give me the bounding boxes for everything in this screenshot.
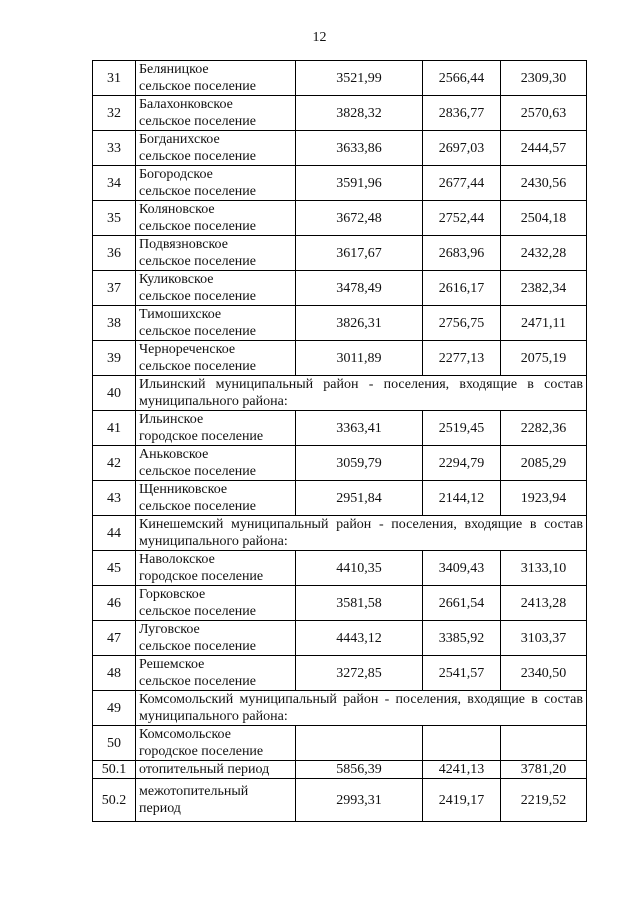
settlement-name-line1: Ильинское	[139, 412, 204, 427]
settlement-name-line1: Куликовское	[139, 272, 214, 287]
settlement-name-line1: Решемское	[139, 657, 205, 672]
settlement-name	[136, 621, 296, 656]
value-col3: 1923,94	[501, 481, 587, 516]
value-col3: 2430,56	[501, 166, 587, 201]
value-col3: 2570,63	[501, 96, 587, 131]
value-col3: 2471,11	[501, 306, 587, 341]
value-col2: 2836,77	[423, 96, 501, 131]
settlement-name-line2: сельское поселение	[139, 289, 256, 304]
table-row	[93, 306, 587, 341]
value-col3	[501, 726, 587, 761]
value-col3: 3103,37	[501, 621, 587, 656]
settlement-name-line2: сельское поселение	[139, 219, 256, 234]
settlement-name	[136, 586, 296, 621]
value-col1: 5856,39	[296, 761, 423, 779]
settlement-name-line1: Богданихское	[139, 132, 220, 147]
settlement-name-line1: Аньковское	[139, 447, 209, 462]
value-col1: 2951,84	[296, 481, 423, 516]
value-col1: 3059,79	[296, 446, 423, 481]
tariff-table	[92, 60, 587, 822]
value-col3: 2382,34	[501, 271, 587, 306]
row-number: 47	[93, 621, 136, 656]
row-number: 37	[93, 271, 136, 306]
value-col1: 3826,31	[296, 306, 423, 341]
settlement-name	[136, 306, 296, 341]
row-number: 40	[93, 376, 136, 411]
table-row-district	[93, 376, 587, 411]
value-col2: 4241,13	[423, 761, 501, 779]
table-row	[93, 201, 587, 236]
settlement-name	[136, 166, 296, 201]
period-name-line1: отопительный период	[139, 762, 270, 777]
table-row	[93, 96, 587, 131]
value-col2: 3385,92	[423, 621, 501, 656]
value-col2: 2752,44	[423, 201, 501, 236]
table-row	[93, 271, 587, 306]
table-row	[93, 586, 587, 621]
value-col3: 2504,18	[501, 201, 587, 236]
value-col1: 2993,31	[296, 779, 423, 822]
table-row	[93, 236, 587, 271]
row-number: 50	[93, 726, 136, 761]
settlement-name-line2: сельское поселение	[139, 359, 256, 374]
value-col2: 2756,75	[423, 306, 501, 341]
value-col2: 2677,44	[423, 166, 501, 201]
row-number: 31	[93, 61, 136, 96]
settlement-name-line2: городское поселение	[139, 429, 264, 444]
settlement-name-line2: сельское поселение	[139, 254, 256, 269]
settlement-name-line2: сельское поселение	[139, 79, 256, 94]
value-col3: 2085,29	[501, 446, 587, 481]
value-col2: 2697,03	[423, 131, 501, 166]
value-col1: 3581,58	[296, 586, 423, 621]
value-col3: 2413,28	[501, 586, 587, 621]
period-name	[136, 779, 296, 822]
district-heading: Кинешемский муниципальный район - поселения, входящие в состав муниципального района:	[136, 516, 587, 551]
settlement-name-line2: городское поселение	[139, 744, 264, 759]
table-row	[93, 761, 587, 779]
row-number: 42	[93, 446, 136, 481]
settlement-name-line2: городское поселение	[139, 569, 264, 584]
settlement-name-line2: сельское поселение	[139, 324, 256, 339]
table-row	[93, 131, 587, 166]
settlement-name	[136, 446, 296, 481]
settlement-name	[136, 61, 296, 96]
row-number: 48	[93, 656, 136, 691]
settlement-name-line1: Горковское	[139, 587, 206, 602]
settlement-name	[136, 236, 296, 271]
settlement-name-line1: Щенниковское	[139, 482, 228, 497]
value-col3: 2340,50	[501, 656, 587, 691]
table-row	[93, 621, 587, 656]
settlement-name-line1: Балахонковское	[139, 97, 233, 112]
row-number: 43	[93, 481, 136, 516]
value-col1	[296, 726, 423, 761]
value-col2: 2144,12	[423, 481, 501, 516]
row-number: 50.2	[93, 779, 136, 822]
settlement-name-line2: сельское поселение	[139, 149, 256, 164]
row-number: 41	[93, 411, 136, 446]
settlement-name-line2: сельское поселение	[139, 674, 256, 689]
table-row	[93, 166, 587, 201]
value-col2: 2616,17	[423, 271, 501, 306]
value-col2: 2294,79	[423, 446, 501, 481]
settlement-name-line1: Тимошихское	[139, 307, 222, 322]
row-number: 38	[93, 306, 136, 341]
value-col1: 3633,86	[296, 131, 423, 166]
settlement-name	[136, 481, 296, 516]
value-col2: 2541,57	[423, 656, 501, 691]
settlement-name-line2: сельское поселение	[139, 604, 256, 619]
period-name-line1: межотопительный	[139, 784, 249, 799]
settlement-name-line2: сельское поселение	[139, 464, 256, 479]
settlement-name	[136, 341, 296, 376]
value-col1: 4443,12	[296, 621, 423, 656]
value-col3: 2432,28	[501, 236, 587, 271]
table-row	[93, 551, 587, 586]
district-heading: Комсомольский муниципальный район - поселения, входящие в состав муниципального района:	[136, 691, 587, 726]
value-col1: 3591,96	[296, 166, 423, 201]
settlement-name-line1: Луговское	[139, 622, 200, 637]
row-number: 49	[93, 691, 136, 726]
value-col2	[423, 726, 501, 761]
table-row-district	[93, 516, 587, 551]
settlement-name-line1: Комсомольское	[139, 727, 231, 742]
value-col2: 2519,45	[423, 411, 501, 446]
settlement-name-line1: Беляницкое	[139, 62, 209, 77]
value-col3: 2444,57	[501, 131, 587, 166]
value-col3: 2309,30	[501, 61, 587, 96]
settlement-name	[136, 271, 296, 306]
period-name	[136, 761, 296, 779]
table-row-district	[93, 691, 587, 726]
settlement-name-line1: Коляновское	[139, 202, 215, 217]
row-number: 34	[93, 166, 136, 201]
row-number: 45	[93, 551, 136, 586]
settlement-name	[136, 726, 296, 761]
settlement-name	[136, 96, 296, 131]
table-row	[93, 61, 587, 96]
settlement-name-line1: Наволокское	[139, 552, 215, 567]
row-number: 35	[93, 201, 136, 236]
row-number: 44	[93, 516, 136, 551]
settlement-name	[136, 411, 296, 446]
district-heading: Ильинский муниципальный район - поселения, входящие в состав муниципального района:	[136, 376, 587, 411]
value-col3: 2075,19	[501, 341, 587, 376]
table-row	[93, 446, 587, 481]
value-col2: 2277,13	[423, 341, 501, 376]
settlement-name	[136, 201, 296, 236]
value-col1: 3478,49	[296, 271, 423, 306]
table-row	[93, 656, 587, 691]
settlement-name	[136, 551, 296, 586]
value-col2: 2661,54	[423, 586, 501, 621]
value-col1: 3011,89	[296, 341, 423, 376]
value-col1: 3272,85	[296, 656, 423, 691]
value-col3: 3781,20	[501, 761, 587, 779]
row-number: 50.1	[93, 761, 136, 779]
row-number: 36	[93, 236, 136, 271]
settlement-name-line2: сельское поселение	[139, 114, 256, 129]
settlement-name-line2: сельское поселение	[139, 639, 256, 654]
row-number: 39	[93, 341, 136, 376]
value-col3: 2219,52	[501, 779, 587, 822]
table-row	[93, 481, 587, 516]
settlement-name	[136, 656, 296, 691]
value-col2: 2566,44	[423, 61, 501, 96]
settlement-name-line1: Подвязновское	[139, 237, 228, 252]
settlement-name-line2: сельское поселение	[139, 184, 256, 199]
value-col1: 3672,48	[296, 201, 423, 236]
row-number: 33	[93, 131, 136, 166]
value-col3: 3133,10	[501, 551, 587, 586]
settlement-name-line1: Чернореченское	[139, 342, 236, 357]
settlement-name	[136, 131, 296, 166]
period-name-line2: период	[139, 801, 181, 816]
table-row	[93, 411, 587, 446]
row-number: 32	[93, 96, 136, 131]
value-col1: 3363,41	[296, 411, 423, 446]
table-row	[93, 726, 587, 761]
settlement-name-line2: сельское поселение	[139, 499, 256, 514]
settlement-name-line1: Богородское	[139, 167, 213, 182]
value-col2: 2683,96	[423, 236, 501, 271]
table-row	[93, 341, 587, 376]
value-col1: 3828,32	[296, 96, 423, 131]
value-col3: 2282,36	[501, 411, 587, 446]
value-col1: 3617,67	[296, 236, 423, 271]
value-col2: 3409,43	[423, 551, 501, 586]
value-col1: 4410,35	[296, 551, 423, 586]
table-row	[93, 779, 587, 822]
value-col2: 2419,17	[423, 779, 501, 822]
row-number: 46	[93, 586, 136, 621]
page-number: 12	[312, 30, 327, 45]
value-col1: 3521,99	[296, 61, 423, 96]
